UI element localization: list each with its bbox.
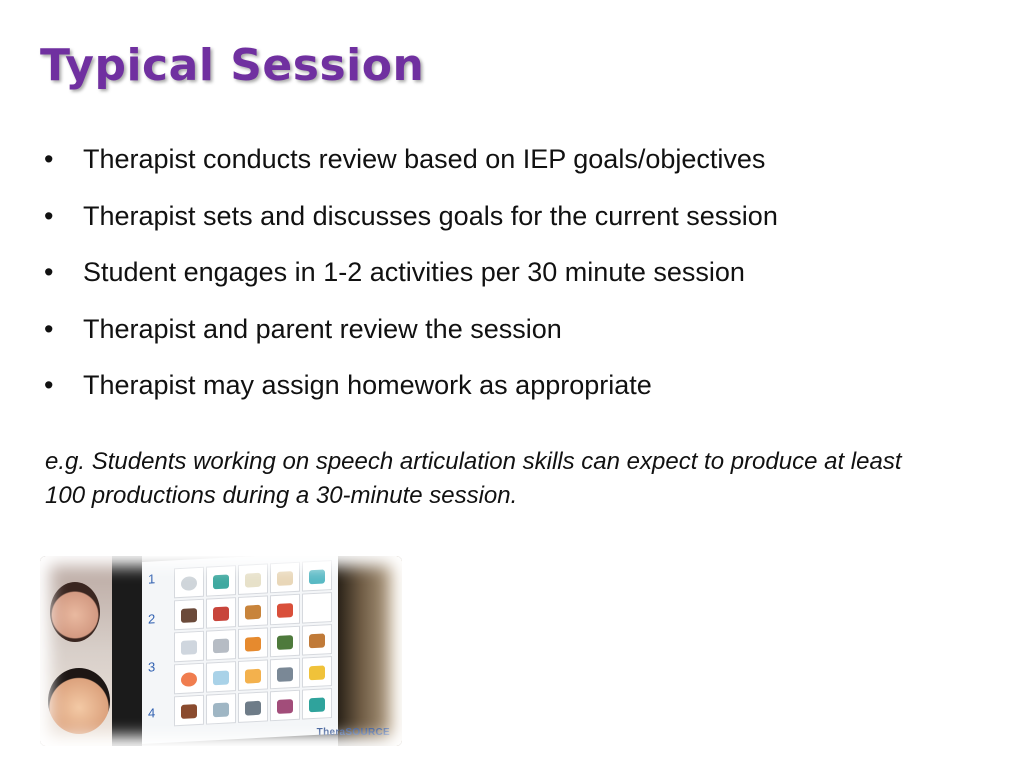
picture-card [238,659,268,691]
bullet-text: Therapist conducts review based on IEP goals/objectives [83,144,766,174]
picture-card [206,693,236,725]
slide-title: Typical Session [40,40,425,91]
picture-card [302,592,332,624]
background-room [338,556,402,746]
picture-card [238,595,268,627]
board-row-number: 2 [148,611,156,627]
picture-card [174,695,204,727]
picture-card [174,631,204,663]
board-row-number: 1 [148,571,156,587]
picture-card [174,567,204,599]
bullet-item [40,314,980,371]
picture-card [302,560,332,592]
therasource-logo: TheraSOURCE [316,727,390,738]
picture-card [270,626,300,658]
session-photo [40,556,402,746]
bullet-icon: • [44,144,54,174]
bullet-text: Therapist and parent review the session [83,313,562,344]
picture-card [270,658,300,690]
picture-card [174,663,204,695]
video-feed-panel [40,556,112,746]
bullet-icon: • [44,370,54,400]
student-boy-image [48,668,110,734]
picture-card-grid [174,560,332,726]
picture-card [174,599,204,631]
picture-card [302,656,332,688]
picture-card [206,597,236,629]
example-note: e.g. Students working on speech articulation skills can expect to produce at least 100 productions during a 30-minute session. [45,448,902,509]
bullet-icon: • [44,313,54,344]
bullet-text: Student engages in 1-2 activities per 30 minute session [83,257,745,287]
picture-card [206,629,236,661]
student-girl-image [50,582,100,642]
bullet-item [40,370,980,427]
bullet-item [40,201,980,258]
bullet-text: Therapist may assign homework as appropriate [83,370,652,400]
screen-bezel [112,556,142,746]
bullet-list [40,144,980,427]
bullet-text: Therapist sets and discusses goals for the current session [83,200,778,231]
picture-card [270,562,300,594]
picture-card [238,627,268,659]
board-row-number: 3 [148,659,156,675]
board-row-number: 4 [148,705,156,721]
picture-card [270,594,300,626]
bullet-item [40,257,980,314]
bullet-item [40,144,980,201]
articulation-picture-board [142,556,338,744]
picture-card [238,563,268,595]
picture-card [270,690,300,722]
bullet-icon: • [44,257,54,287]
picture-card [302,624,332,656]
bullet-icon: • [44,200,54,231]
picture-card [206,661,236,693]
picture-card [238,691,268,723]
picture-card [302,688,332,720]
picture-card [206,565,236,597]
